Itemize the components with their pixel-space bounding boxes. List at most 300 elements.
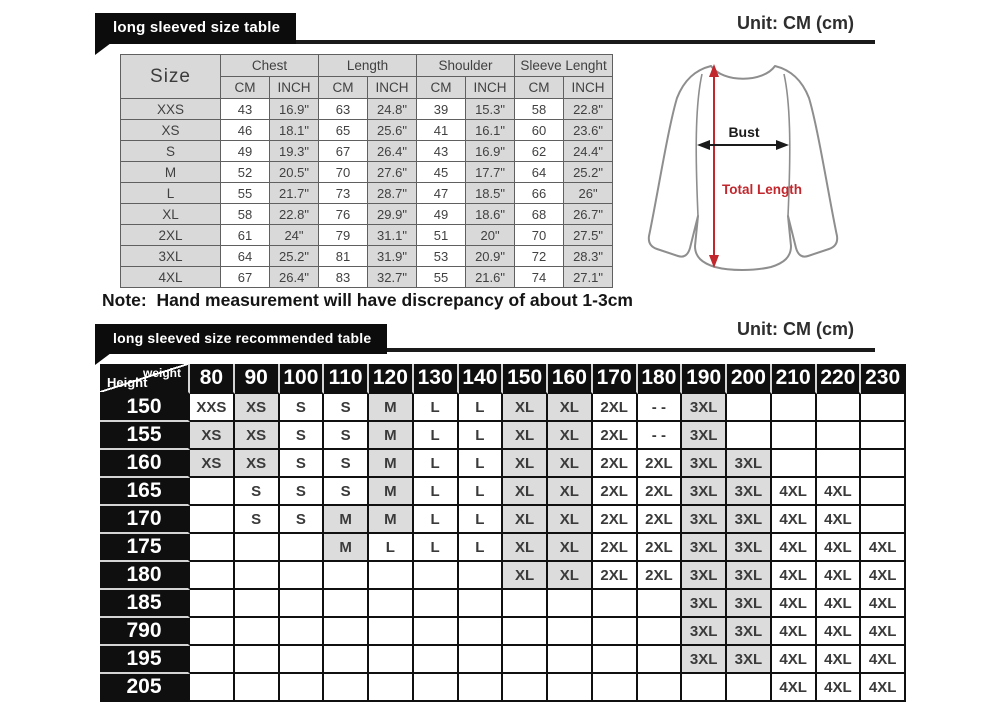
recommend-table-row [100, 674, 906, 702]
recommend-size-cell: 4XL [772, 674, 817, 702]
size-value-cell: 22.8" [564, 99, 613, 120]
recommend-table-row [100, 478, 906, 506]
recommend-size-cell: XS [190, 422, 235, 450]
weight-header: 170 [593, 364, 638, 394]
recommend-size-cell [324, 674, 369, 702]
height-label: 790 [100, 618, 190, 646]
recommend-size-cell: XL [548, 450, 593, 478]
size-row-label: XXS [121, 99, 221, 120]
measure-group-header: Shoulder [417, 55, 515, 77]
recommend-size-cell [369, 646, 414, 674]
recommend-size-cell: 4XL [861, 590, 906, 618]
size-value-cell: 63 [319, 99, 368, 120]
measure-group-header: Chest [221, 55, 319, 77]
recommend-size-cell [727, 422, 772, 450]
recommend-size-cell: S [280, 478, 325, 506]
recommend-size-cell: 4XL [772, 534, 817, 562]
recommend-size-cell: XL [503, 450, 548, 478]
size-value-cell: 32.7" [368, 267, 417, 288]
recommend-size-cell [190, 534, 235, 562]
size-value-cell: 72 [515, 246, 564, 267]
size-value-cell: 24" [270, 225, 319, 246]
size-table-row [121, 204, 613, 225]
size-table-row [121, 225, 613, 246]
unit-sub-header: CM [319, 77, 368, 99]
recommend-size-cell: 3XL [727, 562, 772, 590]
recommend-size-cell: XXS [190, 394, 235, 422]
size-row-label: XS [121, 120, 221, 141]
unit-sub-header: CM [221, 77, 270, 99]
recommend-size-cell: M [324, 506, 369, 534]
recommend-size-cell [235, 590, 280, 618]
recommend-size-cell: 2XL [593, 394, 638, 422]
measurement-note: Note: Hand measurement will have discrepancy of about 1-3cm [102, 290, 633, 310]
size-value-cell: 23.6" [564, 120, 613, 141]
size-value-cell: 26.7" [564, 204, 613, 225]
size-table-row [121, 246, 613, 267]
size-value-cell: 52 [221, 162, 270, 183]
recommend-size-cell: L [459, 422, 504, 450]
recommend-size-cell: S [235, 506, 280, 534]
size-value-cell: 39 [417, 99, 466, 120]
size-row-label: M [121, 162, 221, 183]
recommend-size-cell [235, 534, 280, 562]
recommend-size-cell: 2XL [593, 506, 638, 534]
recommend-size-cell [190, 618, 235, 646]
recommend-size-cell: 4XL [817, 618, 862, 646]
size-value-cell: 27.1" [564, 267, 613, 288]
recommend-size-cell [280, 618, 325, 646]
recommend-size-cell: L [414, 506, 459, 534]
total-length-label: Total Length [722, 182, 802, 197]
size-value-cell: 29.9" [368, 204, 417, 225]
size-value-cell: 27.6" [368, 162, 417, 183]
recommend-size-cell [459, 646, 504, 674]
recommend-table-row [100, 646, 906, 674]
recommend-size-cell: XL [548, 562, 593, 590]
recommend-size-cell [280, 534, 325, 562]
size-value-cell: 20.9" [466, 246, 515, 267]
recommend-size-cell: 4XL [817, 562, 862, 590]
recommend-size-cell: L [414, 394, 459, 422]
recommend-size-cell: S [324, 450, 369, 478]
recommend-size-cell: 4XL [817, 534, 862, 562]
height-label: 150 [100, 394, 190, 422]
recommend-size-cell [861, 422, 906, 450]
height-label: 155 [100, 422, 190, 450]
recommend-size-cell: XS [190, 450, 235, 478]
size-row-label: S [121, 141, 221, 162]
weight-header: 220 [817, 364, 862, 394]
recommend-size-cell [682, 674, 727, 702]
recommend-size-cell [861, 506, 906, 534]
recommend-size-cell: 4XL [861, 534, 906, 562]
size-value-cell: 20" [466, 225, 515, 246]
unit-label-top: Unit: CM (cm) [737, 13, 854, 33]
recommend-size-cell: XL [503, 562, 548, 590]
recommend-size-cell: S [324, 394, 369, 422]
size-row-label: 4XL [121, 267, 221, 288]
size-value-cell: 49 [221, 141, 270, 162]
unit-sub-header: CM [417, 77, 466, 99]
recommend-size-cell: S [324, 478, 369, 506]
size-value-cell: 45 [417, 162, 466, 183]
recommend-size-cell: 4XL [817, 506, 862, 534]
recommend-size-cell: S [280, 422, 325, 450]
recommend-size-cell: 3XL [727, 590, 772, 618]
size-header-cell: Size [121, 55, 221, 99]
recommend-size-cell: M [324, 534, 369, 562]
recommend-size-cell: 4XL [817, 646, 862, 674]
recommend-size-cell: L [459, 450, 504, 478]
recommend-size-cell: 2XL [638, 450, 683, 478]
recommend-size-cell: XL [503, 422, 548, 450]
weight-header: 210 [772, 364, 817, 394]
size-value-cell: 18.1" [270, 120, 319, 141]
recommend-size-cell [638, 646, 683, 674]
recommend-size-cell: 3XL [682, 506, 727, 534]
bust-label: Bust [728, 124, 760, 140]
recommend-size-cell [727, 394, 772, 422]
size-value-cell: 28.3" [564, 246, 613, 267]
size-value-cell: 58 [221, 204, 270, 225]
recommend-size-cell [190, 478, 235, 506]
size-value-cell: 26" [564, 183, 613, 204]
corner-height-label: Height [107, 375, 148, 390]
weight-header: 180 [638, 364, 683, 394]
recommend-size-cell: 4XL [772, 618, 817, 646]
size-value-cell: 21.7" [270, 183, 319, 204]
size-value-cell: 83 [319, 267, 368, 288]
recommend-table-tag-label: long sleeved size recommended table [113, 330, 372, 346]
recommend-size-cell [414, 618, 459, 646]
recommend-size-cell [369, 618, 414, 646]
recommend-size-cell: XS [235, 422, 280, 450]
recommend-size-cell: 2XL [638, 562, 683, 590]
recommend-size-cell: 3XL [682, 450, 727, 478]
recommend-size-cell [369, 562, 414, 590]
size-value-cell: 53 [417, 246, 466, 267]
size-value-cell: 64 [515, 162, 564, 183]
recommend-size-cell: S [280, 506, 325, 534]
recommend-size-cell [280, 674, 325, 702]
height-label: 195 [100, 646, 190, 674]
size-value-cell: 61 [221, 225, 270, 246]
recommend-size-cell: 2XL [593, 534, 638, 562]
recommend-size-cell: 4XL [817, 590, 862, 618]
recommend-size-cell: L [459, 478, 504, 506]
recommend-size-cell [459, 590, 504, 618]
recommend-size-cell: XL [503, 478, 548, 506]
recommend-size-cell [280, 590, 325, 618]
recommend-size-cell [280, 562, 325, 590]
recommend-size-cell [459, 562, 504, 590]
recommend-size-cell: XS [235, 450, 280, 478]
unit-sub-header: INCH [466, 77, 515, 99]
size-row-label: 2XL [121, 225, 221, 246]
size-value-cell: 47 [417, 183, 466, 204]
recommend-table-row [100, 534, 906, 562]
recommend-size-cell: 4XL [817, 674, 862, 702]
recommend-size-cell: 3XL [682, 646, 727, 674]
size-value-cell: 51 [417, 225, 466, 246]
recommend-size-cell [235, 562, 280, 590]
recommend-table [100, 364, 906, 702]
size-value-cell: 43 [221, 99, 270, 120]
size-table-tag-label: long sleeved size table [113, 19, 281, 36]
size-value-cell: 16.9" [270, 99, 319, 120]
recommend-size-cell: 4XL [861, 674, 906, 702]
size-table-row [121, 183, 613, 204]
recommend-size-cell [772, 450, 817, 478]
size-value-cell: 22.8" [270, 204, 319, 225]
recommend-table-row [100, 562, 906, 590]
size-row-label: 3XL [121, 246, 221, 267]
size-value-cell: 66 [515, 183, 564, 204]
recommend-size-cell [235, 618, 280, 646]
recommend-size-cell [548, 674, 593, 702]
size-value-cell: 68 [515, 204, 564, 225]
size-value-cell: 31.9" [368, 246, 417, 267]
recommend-size-cell: 2XL [593, 562, 638, 590]
weight-header: 120 [369, 364, 414, 394]
recommend-size-cell: M [369, 450, 414, 478]
size-value-cell: 31.1" [368, 225, 417, 246]
shirt-diagram [628, 50, 888, 290]
recommend-size-cell [324, 646, 369, 674]
recommend-size-cell: 3XL [727, 534, 772, 562]
recommend-size-cell [190, 590, 235, 618]
recommend-size-cell [638, 618, 683, 646]
size-table-tag [95, 13, 296, 44]
height-label: 180 [100, 562, 190, 590]
recommend-size-cell [772, 394, 817, 422]
recommend-size-cell [414, 646, 459, 674]
size-value-cell: 15.3" [466, 99, 515, 120]
shirt-outline [649, 66, 837, 270]
size-value-cell: 28.7" [368, 183, 417, 204]
recommend-table-row [100, 450, 906, 478]
recommend-size-cell [190, 506, 235, 534]
size-value-cell: 65 [319, 120, 368, 141]
recommend-size-cell [280, 646, 325, 674]
recommend-size-cell: 3XL [727, 618, 772, 646]
height-label: 205 [100, 674, 190, 702]
recommend-size-cell: XL [548, 506, 593, 534]
recommend-size-cell: M [369, 422, 414, 450]
size-value-cell: 27.5" [564, 225, 613, 246]
recommend-size-cell [414, 674, 459, 702]
recommend-size-cell: 3XL [682, 534, 727, 562]
size-table-row [121, 99, 613, 120]
recommend-size-cell: L [414, 422, 459, 450]
recommend-size-cell [548, 590, 593, 618]
recommend-size-cell [638, 590, 683, 618]
unit-sub-header: INCH [368, 77, 417, 99]
recommend-size-cell: 3XL [682, 562, 727, 590]
recommend-size-cell: 3XL [682, 394, 727, 422]
recommend-size-cell [817, 450, 862, 478]
measure-group-header: Sleeve Lenght [515, 55, 613, 77]
recommend-size-cell: 2XL [638, 506, 683, 534]
recommend-size-cell: XL [503, 534, 548, 562]
size-value-cell: 18.5" [466, 183, 515, 204]
recommend-size-cell: S [324, 422, 369, 450]
recommend-size-cell: - - [638, 394, 683, 422]
recommend-size-cell: L [459, 506, 504, 534]
recommend-size-cell [459, 674, 504, 702]
size-value-cell: 24.8" [368, 99, 417, 120]
recommend-size-cell: S [280, 450, 325, 478]
weight-header: 80 [190, 364, 235, 394]
height-label: 175 [100, 534, 190, 562]
recommend-size-cell [503, 618, 548, 646]
recommend-size-cell: S [280, 394, 325, 422]
recommend-size-cell: 4XL [772, 646, 817, 674]
recommend-size-cell: L [369, 534, 414, 562]
recommend-size-cell [324, 618, 369, 646]
recommend-size-cell [861, 478, 906, 506]
recommend-size-cell [861, 394, 906, 422]
size-value-cell: 55 [221, 183, 270, 204]
recommend-size-cell [414, 562, 459, 590]
weight-header: 90 [235, 364, 280, 394]
weight-header: 130 [414, 364, 459, 394]
recommend-table-row [100, 506, 906, 534]
size-value-cell: 26.4" [270, 267, 319, 288]
recommend-size-cell [324, 562, 369, 590]
unit-label-bottom: Unit: CM (cm) [737, 319, 854, 339]
recommend-size-cell [593, 618, 638, 646]
recommend-size-cell: 4XL [861, 562, 906, 590]
recommend-size-cell [459, 618, 504, 646]
recommend-size-cell: 4XL [817, 478, 862, 506]
recommend-size-cell: 3XL [727, 450, 772, 478]
recommend-size-cell: XL [548, 534, 593, 562]
recommend-size-cell: L [459, 394, 504, 422]
recommend-size-cell: XL [503, 506, 548, 534]
size-value-cell: 62 [515, 141, 564, 162]
recommend-size-cell: 2XL [593, 478, 638, 506]
recommend-size-cell: 3XL [682, 590, 727, 618]
size-value-cell: 46 [221, 120, 270, 141]
recommend-size-cell [727, 674, 772, 702]
size-value-cell: 64 [221, 246, 270, 267]
weight-header: 200 [727, 364, 772, 394]
weight-height-corner-cell [100, 364, 190, 394]
corner-weight-label: weight [143, 366, 181, 380]
recommend-size-cell [772, 422, 817, 450]
size-value-cell: 58 [515, 99, 564, 120]
height-label: 160 [100, 450, 190, 478]
size-value-cell: 21.6" [466, 267, 515, 288]
recommend-size-cell: 4XL [772, 590, 817, 618]
size-value-cell: 25.2" [564, 162, 613, 183]
recommend-size-cell: 2XL [638, 478, 683, 506]
recommend-size-cell: - - [638, 422, 683, 450]
size-value-cell: 25.2" [270, 246, 319, 267]
recommend-size-cell [548, 646, 593, 674]
size-value-cell: 67 [221, 267, 270, 288]
recommend-size-cell: 4XL [861, 618, 906, 646]
size-value-cell: 70 [515, 225, 564, 246]
recommend-size-cell [503, 590, 548, 618]
size-value-cell: 74 [515, 267, 564, 288]
size-value-cell: 26.4" [368, 141, 417, 162]
recommend-size-cell: XS [235, 394, 280, 422]
size-value-cell: 19.3" [270, 141, 319, 162]
recommend-size-cell [503, 646, 548, 674]
recommend-size-cell [369, 674, 414, 702]
size-value-cell: 60 [515, 120, 564, 141]
recommend-size-cell: M [369, 478, 414, 506]
weight-header: 190 [682, 364, 727, 394]
recommend-size-cell [503, 674, 548, 702]
size-value-cell: 81 [319, 246, 368, 267]
unit-sub-header: INCH [564, 77, 613, 99]
size-value-cell: 24.4" [564, 141, 613, 162]
recommend-size-cell: 3XL [727, 506, 772, 534]
recommend-size-cell [817, 394, 862, 422]
size-value-cell: 17.7" [466, 162, 515, 183]
height-label: 170 [100, 506, 190, 534]
size-value-cell: 16.9" [466, 141, 515, 162]
size-table [120, 54, 613, 288]
recommend-size-cell: L [459, 534, 504, 562]
size-value-cell: 18.6" [466, 204, 515, 225]
recommend-size-cell [593, 674, 638, 702]
recommend-size-cell: XL [548, 478, 593, 506]
recommend-size-cell [548, 618, 593, 646]
height-label: 185 [100, 590, 190, 618]
recommend-size-cell: 3XL [682, 618, 727, 646]
unit-sub-header: CM [515, 77, 564, 99]
recommend-size-cell: 2XL [593, 450, 638, 478]
recommend-size-cell: M [369, 506, 414, 534]
recommend-table-tag [95, 324, 387, 354]
recommend-size-cell: 4XL [772, 562, 817, 590]
weight-header: 110 [324, 364, 369, 394]
size-table-row [121, 141, 613, 162]
recommend-size-cell: 3XL [727, 478, 772, 506]
recommend-size-cell: S [235, 478, 280, 506]
recommend-size-cell: 3XL [682, 422, 727, 450]
size-value-cell: 25.6" [368, 120, 417, 141]
recommend-size-cell: 2XL [638, 534, 683, 562]
size-value-cell: 49 [417, 204, 466, 225]
size-row-label: XL [121, 204, 221, 225]
size-table-row [121, 120, 613, 141]
recommend-size-cell [817, 422, 862, 450]
size-value-cell: 41 [417, 120, 466, 141]
weight-header: 140 [459, 364, 504, 394]
recommend-size-cell [414, 590, 459, 618]
recommend-size-cell: L [414, 534, 459, 562]
size-value-cell: 79 [319, 225, 368, 246]
recommend-size-cell: L [414, 478, 459, 506]
recommend-size-cell [190, 562, 235, 590]
size-value-cell: 67 [319, 141, 368, 162]
recommend-size-cell: 4XL [772, 478, 817, 506]
recommend-size-cell [235, 646, 280, 674]
size-value-cell: 20.5" [270, 162, 319, 183]
weight-header: 100 [280, 364, 325, 394]
recommend-size-cell: M [369, 394, 414, 422]
recommend-table-row [100, 422, 906, 450]
size-value-cell: 70 [319, 162, 368, 183]
recommend-size-cell: XL [503, 394, 548, 422]
size-value-cell: 43 [417, 141, 466, 162]
